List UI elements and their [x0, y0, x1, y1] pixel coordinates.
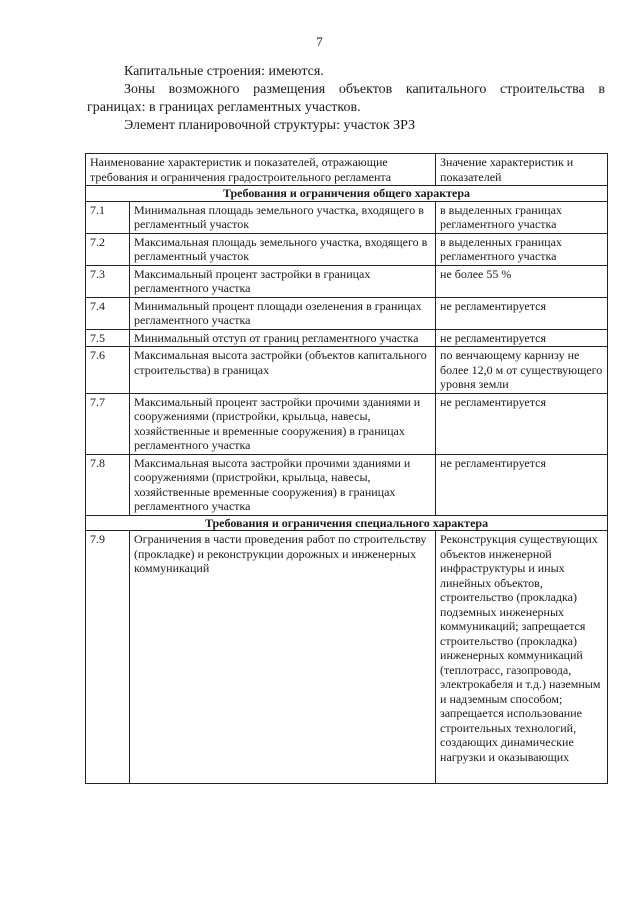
row-number: 7.1: [86, 201, 130, 233]
row-characteristic: Ограничения в части проведения работ по строительству (прокладке) и реконструкции дорожных и инженерных коммуникаций: [130, 531, 436, 784]
row-characteristic: Максимальная высота застройки прочими зданиями и сооружениями (пристройки, крыльца, навесы, хозяйственные временные сооружения) в границах регламентного участка: [130, 454, 436, 515]
table-row: [86, 347, 608, 394]
row-characteristic: Максимальная площадь земельного участка, входящего в регламентный участок: [130, 233, 436, 265]
row-value: Реконструкция существующих объектов инженерной инфраструктуры и иных линейных объектов, строительство (прокладка) подземных инженерных коммуникаций; запрещается строительство (прокладка) инженерных коммуникаций (теплотрасс, газопровода, электрокабеля и т.д.) наземным и надземным способом; запрещается использование строительных технологий, создающих динамические нагрузки и оказывающих: [436, 531, 608, 784]
row-number: 7.5: [86, 329, 130, 347]
row-value: не регламентируется: [436, 329, 608, 347]
section-general-title: Требования и ограничения общего характера: [86, 186, 608, 202]
section-special-title: Требования и ограничения специального характера: [86, 515, 608, 531]
row-value: не более 55 %: [436, 265, 608, 297]
row-number: 7.9: [86, 531, 130, 784]
row-number: 7.4: [86, 297, 130, 329]
section-general-row: [86, 186, 608, 202]
row-value: не регламентируется: [436, 454, 608, 515]
row-characteristic: Максимальная высота застройки (объектов капитального строительства) в границах: [130, 347, 436, 394]
header-name-column: Наименование характеристик и показателей, отражающие требования и ограничения градостроительного регламента: [86, 154, 436, 186]
page-number: 7: [316, 34, 323, 49]
table-row: [86, 297, 608, 329]
table-row: [86, 201, 608, 233]
row-number: 7.3: [86, 265, 130, 297]
header-value-column: Значение характеристик и показателей: [436, 154, 608, 186]
planning-element-line: Элемент планировочной структуры: участок ЗРЗ: [124, 118, 416, 133]
row-number: 7.7: [86, 393, 130, 454]
placement-zones-line: Зоны возможного размещения объектов капитального строительства в границах: в границах регламентных участков.: [87, 82, 605, 115]
table-row: [86, 393, 608, 454]
row-number: 7.6: [86, 347, 130, 394]
row-value: не регламентируется: [436, 393, 608, 454]
table-row: [86, 531, 608, 784]
table-row: [86, 233, 608, 265]
table-row: [86, 454, 608, 515]
table-row: [86, 265, 608, 297]
row-characteristic: Максимальный процент застройки прочими зданиями и сооружениями (пристройки, крыльца, навесы, хозяйственные и временные сооружения) в границах регламентного участка: [130, 393, 436, 454]
row-characteristic: Минимальный отступ от границ регламентного участка: [130, 329, 436, 347]
row-value: в выделенных границах регламентного участка: [436, 201, 608, 233]
row-number: 7.8: [86, 454, 130, 515]
table-row: [86, 329, 608, 347]
capital-buildings-line: Капитальные строения: имеются.: [124, 64, 324, 79]
row-value: по венчающему карнизу не более 12,0 м от существующего уровня земли: [436, 347, 608, 394]
row-characteristic: Минимальный процент площади озеленения в границах регламентного участка: [130, 297, 436, 329]
section-special-row: [86, 515, 608, 531]
table-header-row: [86, 154, 608, 186]
row-number: 7.2: [86, 233, 130, 265]
row-characteristic: Минимальная площадь земельного участка, входящего в регламентный участок: [130, 201, 436, 233]
row-characteristic: Максимальный процент застройки в границах регламентного участка: [130, 265, 436, 297]
regulation-table: [85, 153, 608, 784]
intro-text: [87, 63, 605, 135]
row-value: в выделенных границах регламентного участка: [436, 233, 608, 265]
row-value: не регламентируется: [436, 297, 608, 329]
